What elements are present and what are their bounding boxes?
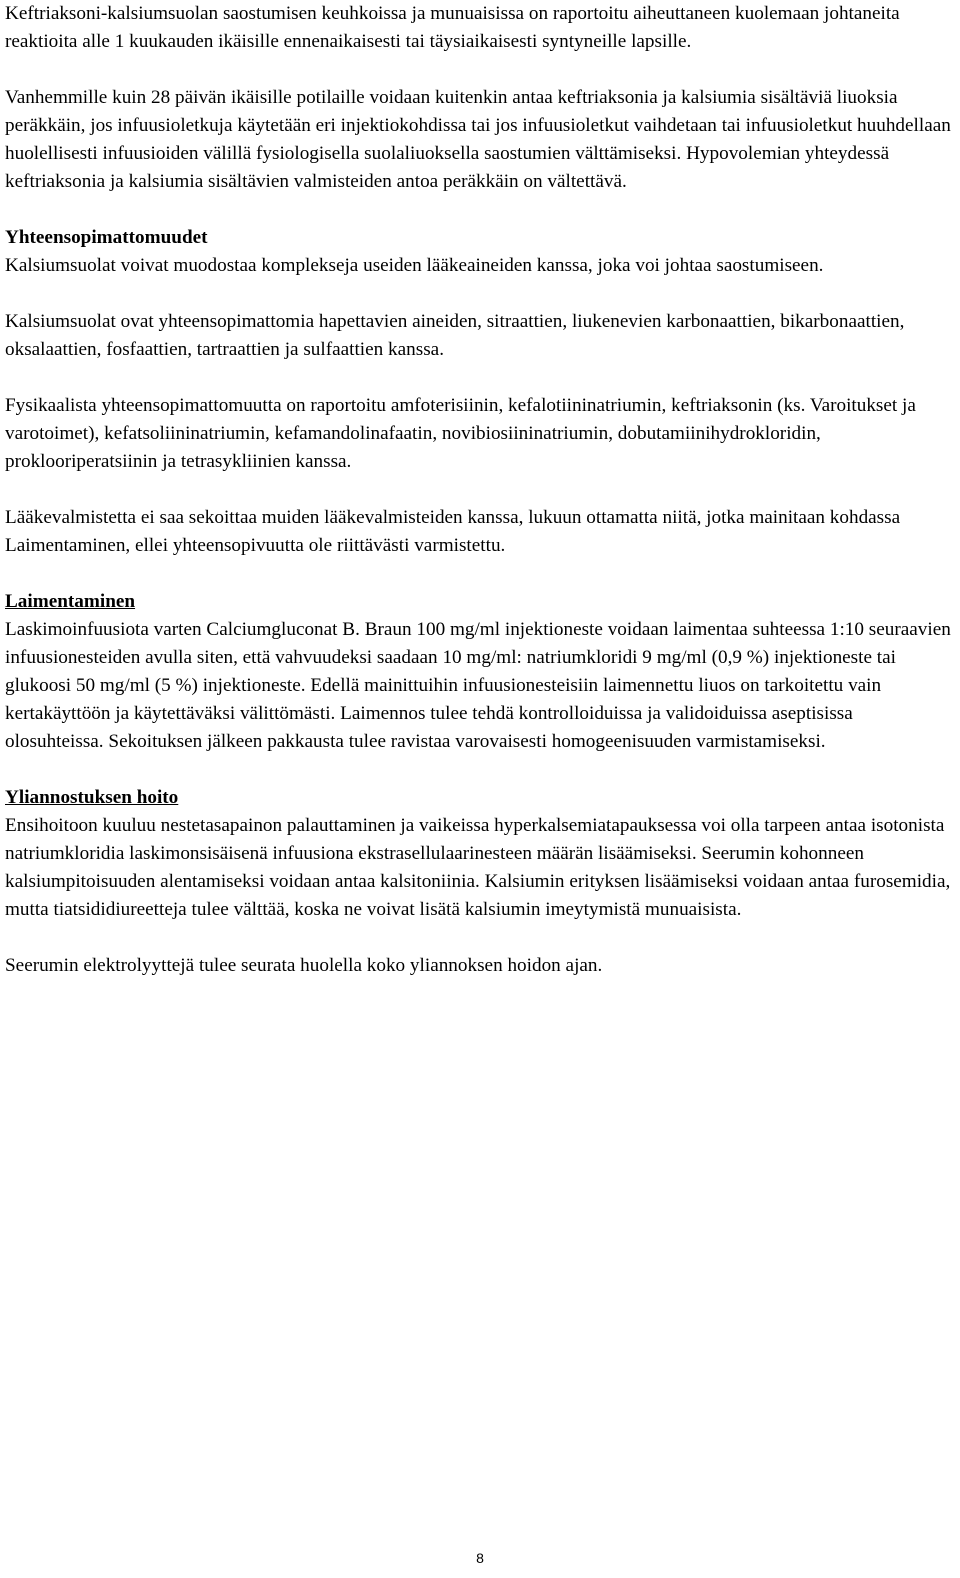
heading-dilution: Laimentaminen — [5, 591, 136, 612]
paragraph-incompatibilities-3: Fysikaalista yhteensopimattomuutta on raportoitu amfoterisiinin, kefalotiininatriumin, keftriaksonin (ks. Varoitukset ja varotoimet), kefatsoliininatriumin, kefamandolinafaatin, novibiosiininatriumin, dobutamiinihydrokloridin, proklooriperatsiinin ja tetrasykliinien kanssa. — [5, 395, 916, 472]
paragraph-precipitation-warning: Keftriaksoni-kalsiumsuolan saostumisen keuhkoissa ja munuaisissa on raportoitu aiheuttaneen kuolemaan johtaneita reaktioita alle 1 kuukauden ikäisille ennenaikaisesti tai täysiaikaisesti syntyneille lapsille. — [5, 3, 900, 52]
page-number: 8 — [476, 1550, 484, 1566]
paragraph-incompatibilities-2: Kalsiumsuolat ovat yhteensopimattomia hapettavien aineiden, sitraattien, liukenevien karbonaattien, bikarbonaattien, oksalaattien, fosfaattien, tartraattien ja sulfaattien kanssa. — [5, 311, 905, 360]
paragraph-incompatibilities-4: Lääkevalmistetta ei saa sekoittaa muiden lääkevalmisteiden kanssa, lukuun ottamatta niitä, jotka mainitaan kohdassa Laimentaminen, ellei yhteensopivuutta ole riittävästi varmistettu. — [5, 507, 901, 556]
paragraph-incompatibilities-1: Kalsiumsuolat voivat muodostaa komplekseja useiden lääkeaineiden kanssa, joka voi johtaa saostumiseen. — [5, 255, 824, 276]
paragraph-dilution: Laskimoinfuusiota varten Calciumgluconat B. Braun 100 mg/ml injektioneste voidaan laimentaa suhteessa 1:10 seuraavien infuusionesteiden avulla siten, että vahvuudeksi saadaan 10 mg/ml: natriumkloridi 9 mg/ml (0,9 %) injektioneste tai glukoosi 50 mg/ml (5 %) injektioneste. Edellä mainittuihin infuusionesteisiin laimennettu liuos on tarkoitettu vain kertakäyttöön ja käytettäväksi välittömästi. Laimennos tulee tehdä kontrolloiduissa ja validoiduissa aseptisissa olosuhteissa. Sekoituksen jälkeen pakkausta tulee ravistaa varovaisesti homogeenisuuden varmistamiseksi. — [5, 619, 951, 752]
heading-incompatibilities: Yhteensopimattomuudet — [5, 227, 208, 248]
paragraph-overdose-2: Seerumin elektrolyyttejä tulee seurata huolella koko yliannoksen hoidon ajan. — [5, 955, 603, 976]
paragraph-sequential-administration: Vanhemmille kuin 28 päivän ikäisille potilaille voidaan kuitenkin antaa keftriaksonia ja kalsiumia sisältäviä liuoksia peräkkäin, jos infuusioletkuja käytetään eri injektiokohdissa tai jos infuusioletkut vaihdetaan tai infuusioletkut huuhdellaan huolellisesti infuusioiden välillä fysiologisella suolaliuoksella saostumien välttämiseksi. Hypovolemian yhteydessä keftriaksonia ja kalsiumia sisältävien valmisteiden antoa peräkkäin on vältettävä. — [5, 87, 951, 192]
document-page — [5, 0, 955, 980]
heading-overdose: Yliannostuksen hoito — [5, 787, 179, 808]
paragraph-overdose-1: Ensihoitoon kuuluu nestetasapainon palauttaminen ja vaikeissa hyperkalsemiatapauksessa voi olla tarpeen antaa isotonista natriumkloridia laskimonsisäisenä infuusiona ekstrasellulaarinesteen määrän lisäämiseksi. Seerumin kohonneen kalsiumpitoisuuden alentamiseksi voidaan antaa kalsitoniinia. Kalsiumin erityksen lisäämiseksi voidaan antaa furosemidia, mutta tiatsididiureetteja tulee välttää, koska ne voivat lisätä kalsiumin imeytymistä munuaisista. — [5, 815, 951, 920]
